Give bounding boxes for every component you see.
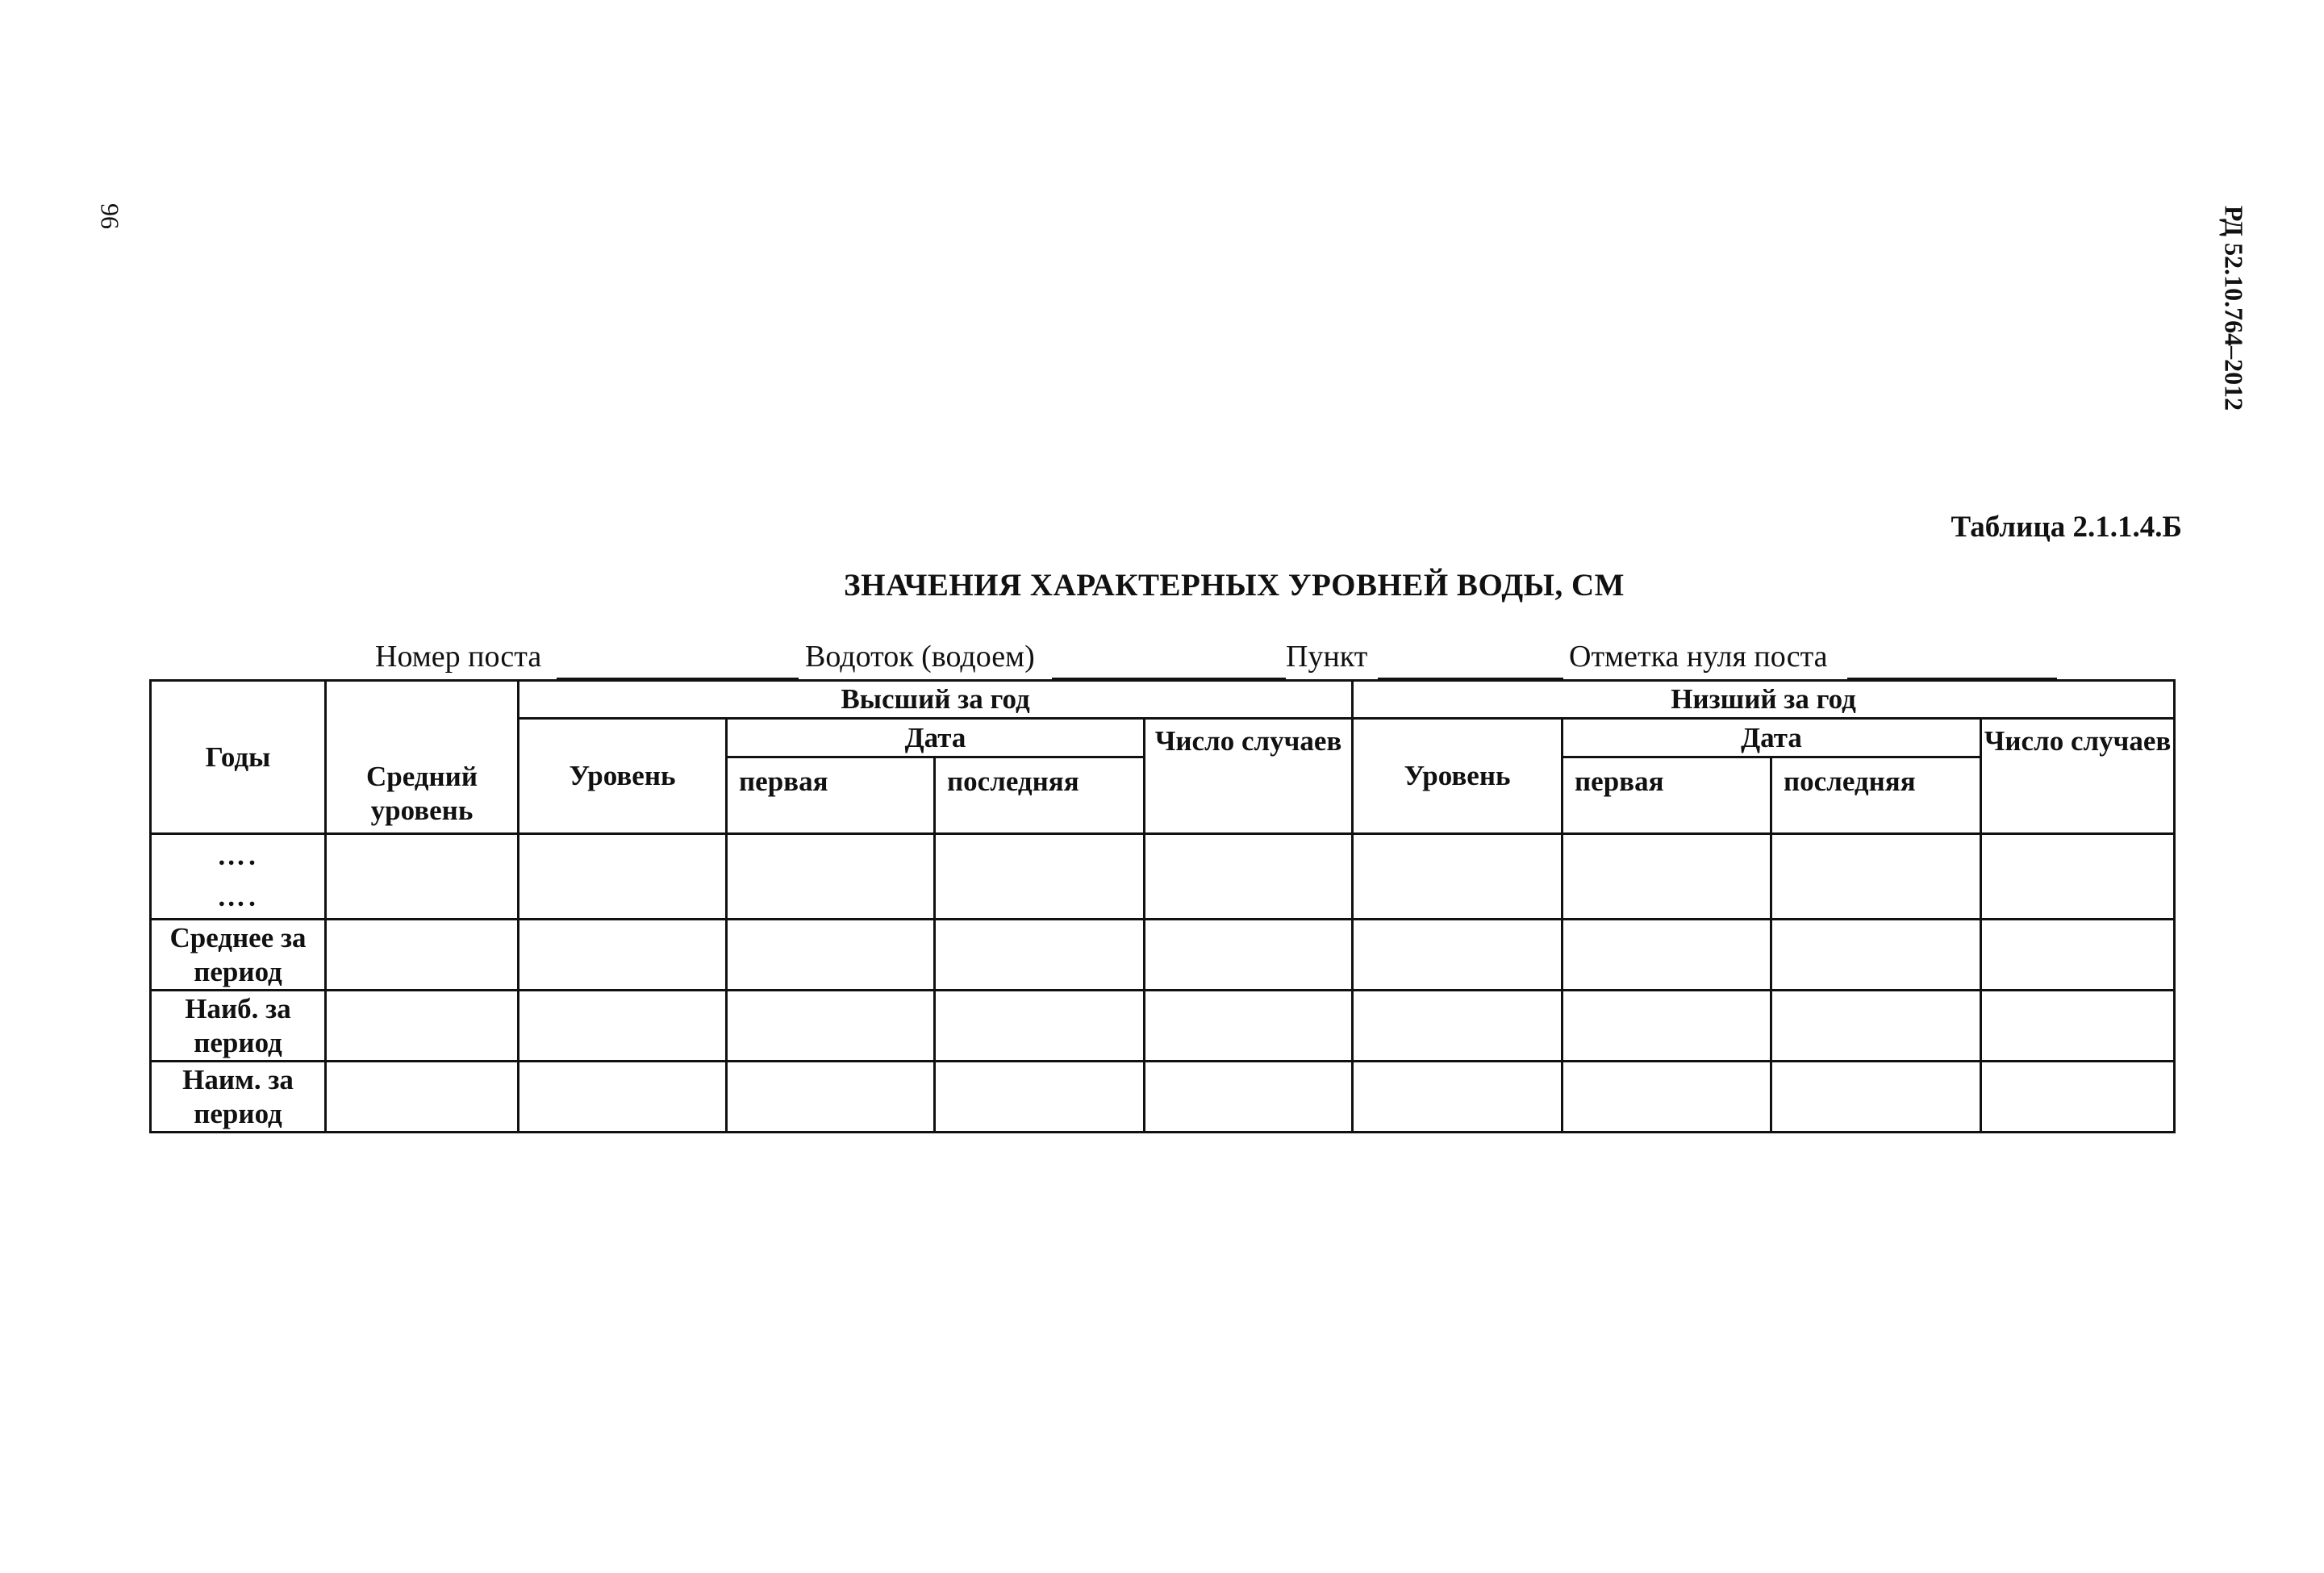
table-cell: [326, 834, 519, 920]
table-cell: [326, 1062, 519, 1133]
table-cell: [519, 834, 727, 920]
table-cell: [519, 1062, 727, 1133]
header-highest-first: первая: [727, 757, 935, 834]
header-highest-level: Уровень: [519, 719, 727, 834]
page-number: 96: [95, 203, 125, 229]
table-cell: [1145, 1062, 1353, 1133]
header-lowest-count: Число случаев: [1981, 719, 2175, 834]
document-code: РД 52.10.764–2012: [2219, 205, 2249, 411]
water-levels-table: [149, 679, 2176, 1133]
header-lowest-last: последняя: [1771, 757, 1981, 834]
table-cell: [1145, 991, 1353, 1062]
table-cell: [1353, 991, 1563, 1062]
table-cell: [1981, 920, 2175, 991]
table-cell: [326, 920, 519, 991]
table-cell: [935, 920, 1145, 991]
table-cell: [1981, 1062, 2175, 1133]
table-cell: [1771, 1062, 1981, 1133]
header-highest-count: Число случаев: [1145, 719, 1353, 834]
row-dots-2: ….: [217, 880, 259, 912]
table-cell: [1353, 920, 1563, 991]
table-cell: [1563, 991, 1771, 1062]
table-cell: [1981, 834, 2175, 920]
row-label-years: [151, 834, 326, 920]
header-lowest-date: Дата: [1563, 719, 1981, 757]
header-lowest-first: первая: [1563, 757, 1771, 834]
header-highest-group: Высший за год: [519, 681, 1353, 719]
table-cell: [1145, 920, 1353, 991]
table-cell: [1353, 1062, 1563, 1133]
table-cell: [727, 991, 935, 1062]
header-highest-date: Дата: [727, 719, 1145, 757]
table-cell: [1563, 834, 1771, 920]
table-title: ЗНАЧЕНИЯ ХАРАКТЕРНЫХ УРОВНЕЙ ВОДЫ, СМ: [844, 568, 1625, 603]
table-cell: [935, 1062, 1145, 1133]
table-cell: [1771, 834, 1981, 920]
header-mean-level: Средний уровень: [326, 681, 519, 834]
header-lowest-group: Низший за год: [1353, 681, 2175, 719]
table-cell: [1771, 920, 1981, 991]
table-cell: [519, 920, 727, 991]
header-years: Годы: [151, 681, 326, 834]
table-cell: [1771, 991, 1981, 1062]
table-cell: [935, 834, 1145, 920]
point-label: Пункт: [1286, 640, 1368, 674]
post-number-label: Номер поста: [375, 640, 542, 674]
table-number: Таблица 2.1.1.4.Б: [1951, 511, 2182, 544]
table-row: [151, 834, 2175, 920]
header-highest-last: последняя: [935, 757, 1145, 834]
table-cell: [1981, 991, 2175, 1062]
row-label-max: Наиб. за период: [151, 991, 326, 1062]
table-cell: [935, 991, 1145, 1062]
table-cell: [1563, 1062, 1771, 1133]
row-dots-1: ….: [217, 839, 259, 871]
table-cell: [1145, 834, 1353, 920]
table-cell: [1353, 834, 1563, 920]
zero-mark-label: Отметка нуля поста: [1569, 640, 1828, 674]
table-row: [151, 1062, 2175, 1133]
table-row: [151, 920, 2175, 991]
row-label-mean: Среднее за период: [151, 920, 326, 991]
header-lowest-level: Уровень: [1353, 719, 1563, 834]
table-cell: [727, 920, 935, 991]
watercourse-label: Водоток (водоем): [805, 640, 1035, 674]
table-cell: [1563, 920, 1771, 991]
table-row: [151, 991, 2175, 1062]
table-cell: [727, 834, 935, 920]
table-cell: [727, 1062, 935, 1133]
table-cell: [326, 991, 519, 1062]
row-label-min: Наим. за период: [151, 1062, 326, 1133]
table-cell: [519, 991, 727, 1062]
